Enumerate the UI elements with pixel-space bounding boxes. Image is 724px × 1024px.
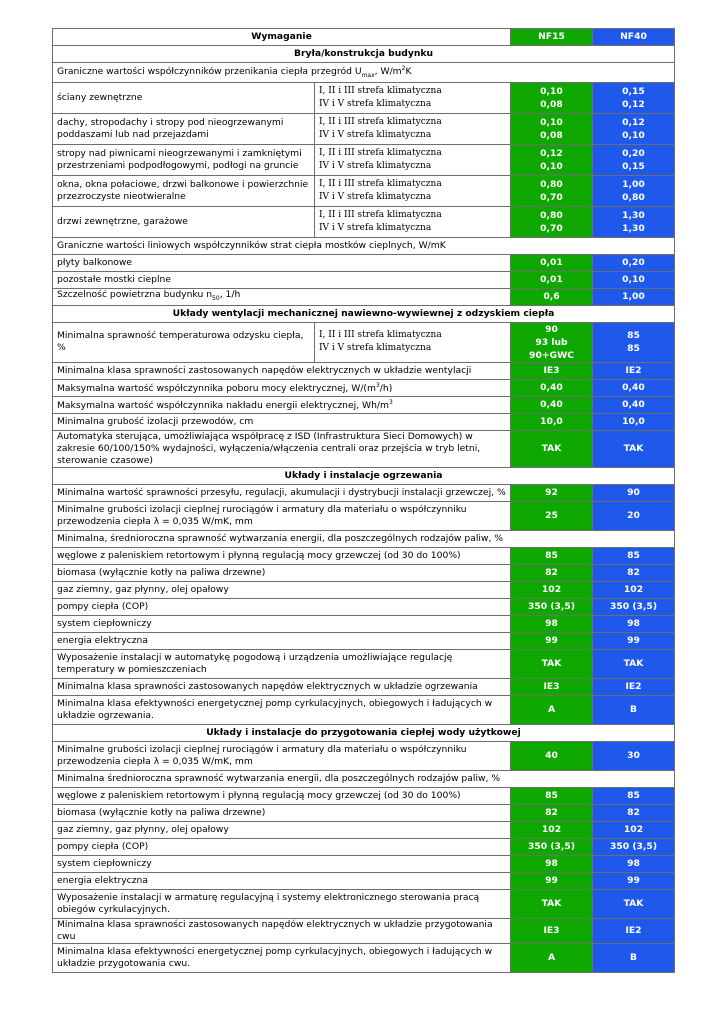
- nf40-value: IE2: [593, 918, 675, 943]
- nf15-value: 0,10 0,08: [511, 82, 593, 113]
- nf40-value: 1,00 0,80: [593, 175, 675, 206]
- row-label: Wyposażenie instalacji w armaturę regulacyjną i systemy elektronicznego sterowania pracą obiegów cyrkulacyjnych.: [53, 889, 511, 918]
- nf40-value: 85: [593, 547, 675, 564]
- header-requirement: Wymaganie: [53, 29, 511, 46]
- zones-cell: I, II i III strefa klimatyczna IV i V strefa klimatyczna: [315, 113, 511, 144]
- table-row: [53, 695, 675, 724]
- nf40-value: IE2: [593, 678, 675, 695]
- nf40-value: 98: [593, 615, 675, 632]
- nf15-value: 0,12 0,10: [511, 144, 593, 175]
- table-row: [53, 547, 675, 564]
- nf40-value: 0,10: [593, 271, 675, 288]
- zones-cell: I, II i III strefa klimatyczna IV i V strefa klimatyczna: [315, 175, 511, 206]
- row-label: dachy, stropodachy i stropy pod nieogrzewanymi poddaszami lub nad przejazdami: [53, 113, 315, 144]
- row-label: gaz ziemny, gaz płynny, olej opałowy: [53, 581, 511, 598]
- table-row: [53, 82, 675, 113]
- table-row: [53, 396, 675, 413]
- row-label: Minimalne grubości izolacji cieplnej rurociągów i armatury dla materiału o współczynniku przewodzenia ciepła λ = 0,035 W/mK, mm: [53, 741, 511, 770]
- table-row: [53, 855, 675, 872]
- row-label: Minimalna klasa efektywności energetycznej pomp cyrkulacyjnych, obiegowych i ładujących w układzie przygotowania cwu.: [53, 943, 511, 972]
- table-row: [53, 288, 675, 305]
- nf15-value: 92: [511, 484, 593, 501]
- row-label: Minimalna klasa efektywności energetycznej pomp cyrkulacyjnych, obiegowych i ładujących w układzie ogrzewania.: [53, 695, 511, 724]
- table-row: [53, 889, 675, 918]
- row-label: Wyposażenie instalacji w automatykę pogodową i urządzenia umożliwiające regulację temperatury w pomieszczeniach: [53, 649, 511, 678]
- table-row: [53, 581, 675, 598]
- table-row: [53, 254, 675, 271]
- row-label: węglowe z paleniskiem retortowym i płynną regulacją mocy grzewczej (od 30 do 100%): [53, 547, 511, 564]
- nf40-value: 0,40: [593, 379, 675, 396]
- nf40-value: 0,20: [593, 254, 675, 271]
- row-label: Szczelność powietrzna budynku $n_{50}$, 1/h: [53, 288, 511, 305]
- nf15-value: 0,40: [511, 396, 593, 413]
- row-label: system ciepłowniczy: [53, 615, 511, 632]
- zones-cell: I, II i III strefa klimatyczna IV i V strefa klimatyczna: [315, 322, 511, 362]
- nf15-value: 99: [511, 872, 593, 889]
- section-title-ventilation: Układy wentylacji mechanicznej nawiewno-wywiewnej z odzyskiem ciepła: [53, 305, 675, 322]
- nf40-value: 0,15 0,12: [593, 82, 675, 113]
- row-label: drzwi zewnętrzne, garażowe: [53, 206, 315, 237]
- row-label: biomasa (wyłącznie kotły na paliwa drzewne): [53, 564, 511, 581]
- row-label: Minimalna klasa sprawności zastosowanych napędów elektrycznych w układzie przygotowania cwu: [53, 918, 511, 943]
- nf15-value: 350 (3,5): [511, 598, 593, 615]
- nf15-value: 82: [511, 564, 593, 581]
- nf15-value: 0,80 0,70: [511, 206, 593, 237]
- row-label: płyty balkonowe: [53, 254, 511, 271]
- nf15-value: 85: [511, 547, 593, 564]
- table-row: [53, 362, 675, 379]
- table-row: [53, 872, 675, 889]
- nf15-value: 99: [511, 632, 593, 649]
- nf15-value: 0,01: [511, 271, 593, 288]
- nf15-value: IE3: [511, 678, 593, 695]
- table-row: [53, 413, 675, 430]
- table-row: [53, 144, 675, 175]
- row-label: energia elektryczna: [53, 872, 511, 889]
- nf15-value: 82: [511, 804, 593, 821]
- nf40-value: 30: [593, 741, 675, 770]
- row-label: Minimalna klasa sprawności zastosowanych napędów elektrycznych w układzie ogrzewania: [53, 678, 511, 695]
- table-row: [53, 804, 675, 821]
- nf15-value: 90 93 lub 90+GWC: [511, 322, 593, 362]
- table-row: [53, 322, 675, 362]
- nf15-value: TAK: [511, 649, 593, 678]
- nf40-value: 85: [593, 787, 675, 804]
- nf15-value: 102: [511, 581, 593, 598]
- nf15-value: TAK: [511, 430, 593, 467]
- zones-cell: I, II i III strefa klimatyczna IV i V strefa klimatyczna: [315, 82, 511, 113]
- row-label: Minimalna wartość sprawności przesyłu, regulacji, akumulacji i dystrybucji instalacji grzewczej, %: [53, 484, 511, 501]
- nf15-value: A: [511, 943, 593, 972]
- row-label: Automatyka sterująca, umożliwiająca współpracę z ISD (Infrastruktura Sieci Domowych) w zakresie 60/100/150% wydajności, wyłączenia/włączenia centrali oraz przejścia w tryb letni, sterowanie czasowe): [53, 430, 511, 467]
- nf15-value: IE3: [511, 362, 593, 379]
- nf40-value: 102: [593, 821, 675, 838]
- nf40-value: 102: [593, 581, 675, 598]
- nf15-value: 0,01: [511, 254, 593, 271]
- nf40-value: 0,20 0,15: [593, 144, 675, 175]
- row-label: pozostałe mostki cieplne: [53, 271, 511, 288]
- table-row: [53, 787, 675, 804]
- row-label: biomasa (wyłącznie kotły na paliwa drzewne): [53, 804, 511, 821]
- nf15-value: IE3: [511, 918, 593, 943]
- nf40-value: 1,30 1,30: [593, 206, 675, 237]
- row-label: okna, okna połaciowe, drzwi balkonowe i powierzchnie przezroczyste nieotwieralne: [53, 175, 315, 206]
- nf40-value: 0,12 0,10: [593, 113, 675, 144]
- table-row: [53, 484, 675, 501]
- table-row: [53, 821, 675, 838]
- row-label: energia elektryczna: [53, 632, 511, 649]
- section-title-heating: Układy i instalacje ogrzewania: [53, 467, 675, 484]
- row-label: system ciepłowniczy: [53, 855, 511, 872]
- nf15-value: 350 (3,5): [511, 838, 593, 855]
- zones-cell: I, II i III strefa klimatyczna IV i V strefa klimatyczna: [315, 144, 511, 175]
- nf40-value: 98: [593, 855, 675, 872]
- nf40-value: 1,00: [593, 288, 675, 305]
- nf15-value: 0,6: [511, 288, 593, 305]
- nf40-value: 82: [593, 804, 675, 821]
- nf15-value: 102: [511, 821, 593, 838]
- zones-cell: I, II i III strefa klimatyczna IV i V strefa klimatyczna: [315, 206, 511, 237]
- nf40-value: B: [593, 943, 675, 972]
- row-label: Maksymalna wartość współczynnika nakładu energii elektrycznej, $Wh/m^3$: [53, 396, 511, 413]
- nf15-value: 25: [511, 501, 593, 530]
- bridges-heading: Graniczne wartości liniowych współczynników strat ciepła mostków cieplnych, W/mK: [53, 237, 675, 254]
- nf15-value: A: [511, 695, 593, 724]
- table-row: [53, 918, 675, 943]
- seasonal-efficiency-heading: Minimalna, średnioroczna sprawność wytwarzania energii, dla poszczególnych rodzajów paliw, %: [53, 530, 675, 547]
- table-row: [53, 379, 675, 396]
- nf40-value: 20: [593, 501, 675, 530]
- nf40-value: 99: [593, 872, 675, 889]
- table-row: [53, 598, 675, 615]
- nf15-value: 0,80 0,70: [511, 175, 593, 206]
- nf40-value: TAK: [593, 430, 675, 467]
- row-label: stropy nad piwnicami nieogrzewanymi i zamkniętymi przestrzeniami podpodłogowymi, podłogi na gruncie: [53, 144, 315, 175]
- nf40-value: IE2: [593, 362, 675, 379]
- nf40-value: TAK: [593, 649, 675, 678]
- nf15-value: 0,40: [511, 379, 593, 396]
- row-label: gaz ziemny, gaz płynny, olej opałowy: [53, 821, 511, 838]
- section-title-construction: Bryła/konstrukcja budynku: [53, 46, 675, 63]
- header-nf40: NF40: [593, 29, 675, 46]
- row-label: Minimalne grubości izolacji cieplnej rurociągów i armatury dla materiału o współczynniku przewodzenia ciepła λ = 0,035 W/mK, mm: [53, 501, 511, 530]
- requirements-table: [52, 28, 675, 973]
- nf15-value: 98: [511, 855, 593, 872]
- nf15-value: TAK: [511, 889, 593, 918]
- seasonal-efficiency-heading: Minimalna średnioroczna sprawność wytwarzania energii, dla poszczególnych rodzajów paliw, %: [53, 770, 675, 787]
- nf40-value: 10,0: [593, 413, 675, 430]
- nf15-value: 98: [511, 615, 593, 632]
- u-values-heading: Graniczne wartości współczynników przenikania ciepła przegród $U_{max}$, $W/m^2K$: [53, 63, 675, 83]
- table-row: [53, 838, 675, 855]
- table-row: [53, 632, 675, 649]
- nf40-value: 85 85: [593, 322, 675, 362]
- nf40-value: 350 (3,5): [593, 838, 675, 855]
- table-row: [53, 113, 675, 144]
- table-row: [53, 430, 675, 467]
- nf40-value: 350 (3,5): [593, 598, 675, 615]
- nf40-value: B: [593, 695, 675, 724]
- nf40-value: 90: [593, 484, 675, 501]
- row-label: Minimalna sprawność temperaturowa odzysku ciepła, %: [53, 322, 315, 362]
- table-row: [53, 564, 675, 581]
- nf40-value: 0,40: [593, 396, 675, 413]
- header-nf15: NF15: [511, 29, 593, 46]
- nf15-value: 40: [511, 741, 593, 770]
- row-label: Minimalna klasa sprawności zastosowanych napędów elektrycznych w układzie wentylacji: [53, 362, 511, 379]
- nf40-value: 99: [593, 632, 675, 649]
- table-row: [53, 943, 675, 972]
- table-row: [53, 501, 675, 530]
- table-header-row: [53, 29, 675, 46]
- nf15-value: 10,0: [511, 413, 593, 430]
- nf40-value: 82: [593, 564, 675, 581]
- nf15-value: 85: [511, 787, 593, 804]
- table-row: [53, 206, 675, 237]
- table-row: [53, 615, 675, 632]
- row-label: Maksymalna wartość współczynnika poboru mocy elektrycznej, $W/(m^3/h)$: [53, 379, 511, 396]
- section-title-hot-water: Układy i instalacje do przygotowania ciepłej wody użytkowej: [53, 724, 675, 741]
- table-row: [53, 649, 675, 678]
- table-row: [53, 741, 675, 770]
- row-label: węglowe z paleniskiem retortowym i płynną regulacją mocy grzewczej (od 30 do 100%): [53, 787, 511, 804]
- nf15-value: 0,10 0,08: [511, 113, 593, 144]
- table-row: [53, 175, 675, 206]
- nf40-value: TAK: [593, 889, 675, 918]
- row-label: Minimalna grubość izolacji przewodów, cm: [53, 413, 511, 430]
- table-row: [53, 678, 675, 695]
- row-label: ściany zewnętrzne: [53, 82, 315, 113]
- table-row: [53, 271, 675, 288]
- row-label: pompy ciepła (COP): [53, 598, 511, 615]
- row-label: pompy ciepła (COP): [53, 838, 511, 855]
